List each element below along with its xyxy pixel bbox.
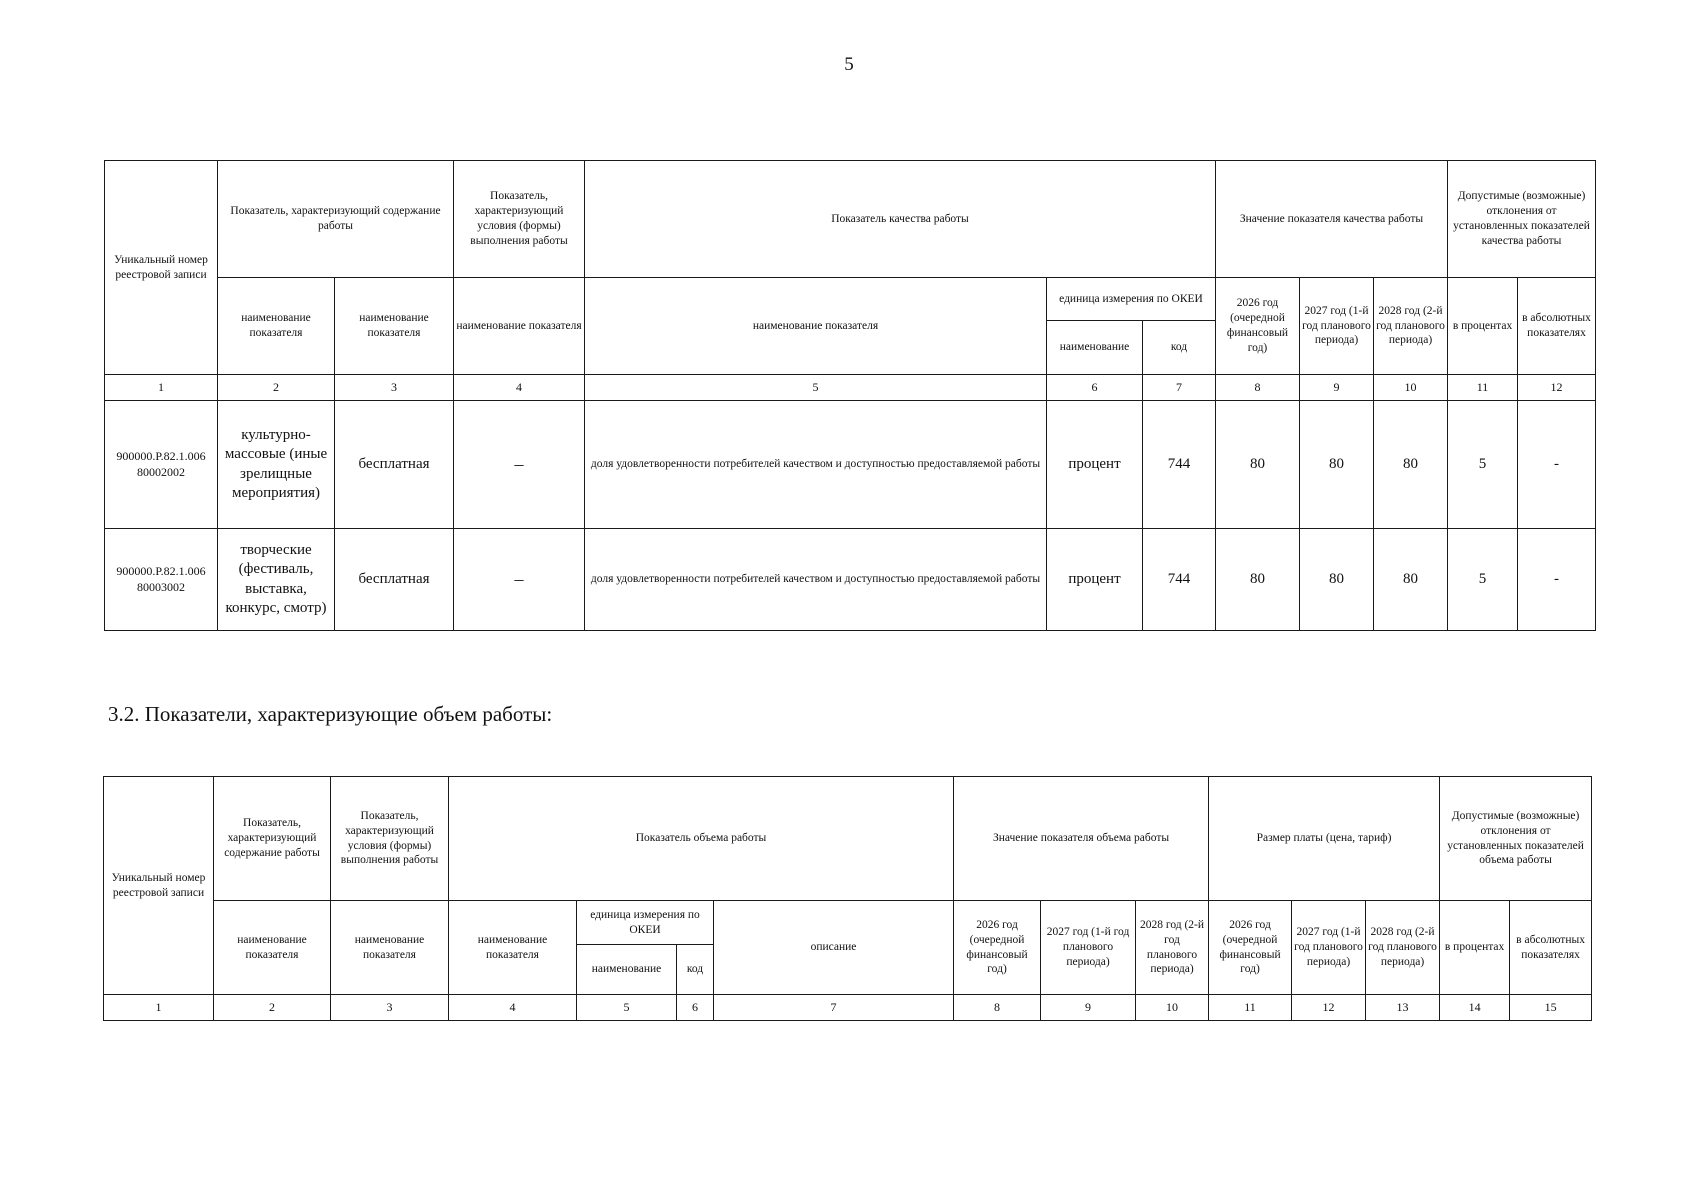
column-number: 4 — [449, 995, 577, 1021]
quality-value-header: Значение показателя качества работы — [1216, 161, 1448, 278]
table-row — [105, 529, 1596, 631]
unit-cell: процент — [1047, 529, 1143, 631]
percent-cell: 5 — [1448, 529, 1518, 631]
content-indicator-name-2: наименование показателя — [335, 278, 454, 375]
column-number: 3 — [335, 375, 454, 401]
code-cell: 744 — [1143, 401, 1216, 529]
content-cell: культурно-массовые (иные зрелищные мероприятия) — [218, 401, 335, 529]
column-number: 15 — [1510, 995, 1592, 1021]
content-indicator-header: Показатель, характеризующий содержание работы — [218, 161, 454, 278]
unit-cell: процент — [1047, 401, 1143, 529]
volume-indicator-name: наименование показателя — [449, 901, 577, 995]
column-number: 5 — [585, 375, 1047, 401]
condition-indicator-header: Показатель, характеризующий условия (формы) выполнения работы — [331, 777, 449, 901]
unit-name-header: наименование — [577, 945, 677, 995]
unit-code-header: код — [1143, 321, 1216, 375]
in-absolute-header: в абсолютных показателях — [1518, 278, 1596, 375]
column-number: 9 — [1041, 995, 1136, 1021]
registry-number-cell: 900000.Р.82.1.006 80003002 — [105, 529, 218, 631]
quality-indicators-table — [104, 160, 1596, 631]
column-number: 2 — [218, 375, 335, 401]
value-2027-cell: 80 — [1300, 401, 1374, 529]
value-2028-cell: 80 — [1374, 529, 1448, 631]
column-number: 4 — [454, 375, 585, 401]
column-number: 6 — [1047, 375, 1143, 401]
value-2027-header: 2027 год (1-й год планового периода) — [1041, 901, 1136, 995]
year-2027-header: 2027 год (1-й год планового периода) — [1300, 278, 1374, 375]
volume-indicators-table — [103, 776, 1592, 1021]
column-number: 12 — [1292, 995, 1366, 1021]
okei-unit-header: единица измерения по ОКЕИ — [577, 901, 714, 945]
volume-value-header: Значение показателя объема работы — [954, 777, 1209, 901]
condition-indicator-header: Показатель, характеризующий условия (формы) выполнения работы — [454, 161, 585, 278]
column-number: 11 — [1448, 375, 1518, 401]
column-number: 10 — [1136, 995, 1209, 1021]
registry-number-header: Уникальный номер реестровой записи — [105, 161, 218, 375]
quality-indicator-name: наименование показателя — [585, 278, 1047, 375]
column-number: 7 — [714, 995, 954, 1021]
description-header: описание — [714, 901, 954, 995]
content-indicator-header: Показатель, характеризующий содержание работы — [214, 777, 331, 901]
column-number: 12 — [1518, 375, 1596, 401]
okei-unit-header: единица измерения по ОКЕИ — [1047, 278, 1216, 321]
payment-2026-header: 2026 год (очередной финансовый год) — [1209, 901, 1292, 995]
volume-indicator-header: Показатель объема работы — [449, 777, 954, 901]
column-number: 7 — [1143, 375, 1216, 401]
year-2028-header: 2028 год (2-й год планового периода) — [1374, 278, 1448, 375]
page-number: 5 — [844, 54, 854, 75]
value-2027-cell: 80 — [1300, 529, 1374, 631]
column-number: 10 — [1374, 375, 1448, 401]
absolute-cell: - — [1518, 401, 1596, 529]
absolute-cell: - — [1518, 529, 1596, 631]
payment-cell: бесплатная — [335, 529, 454, 631]
value-2026-cell: 80 — [1216, 401, 1300, 529]
payment-size-header: Размер платы (цена, тариф) — [1209, 777, 1440, 901]
unit-name-header: наименование — [1047, 321, 1143, 375]
in-percent-header: в процентах — [1448, 278, 1518, 375]
column-number: 13 — [1366, 995, 1440, 1021]
payment-2028-header: 2028 год (2-й год планового периода) — [1366, 901, 1440, 995]
payment-2027-header: 2027 год (1-й год планового периода) — [1292, 901, 1366, 995]
year-2026-header: 2026 год (очередной финансовый год) — [1216, 278, 1300, 375]
in-absolute-header: в абсолютных показателях — [1510, 901, 1592, 995]
column-number: 8 — [954, 995, 1041, 1021]
condition-indicator-name: наименование показателя — [331, 901, 449, 995]
column-number: 1 — [105, 375, 218, 401]
value-2028-header: 2028 год (2-й год планового периода) — [1136, 901, 1209, 995]
indicator-cell: доля удовлетворенности потребителей качеством и доступностью предоставляемой работы — [585, 401, 1047, 529]
condition-indicator-name: наименование показателя — [454, 278, 585, 375]
column-number: 6 — [677, 995, 714, 1021]
section-heading: 3.2. Показатели, характеризующие объем работы: — [108, 702, 553, 726]
value-2026-cell: 80 — [1216, 529, 1300, 631]
in-percent-header: в процентах — [1440, 901, 1510, 995]
condition-cell: – — [454, 529, 585, 631]
allowed-deviation-header: Допустимые (возможные) отклонения от установленных показателей объема работы — [1440, 777, 1592, 901]
registry-number-cell: 900000.Р.82.1.006 80002002 — [105, 401, 218, 529]
column-number: 1 — [104, 995, 214, 1021]
column-number: 2 — [214, 995, 331, 1021]
unit-code-header: код — [677, 945, 714, 995]
payment-cell: бесплатная — [335, 401, 454, 529]
content-indicator-name: наименование показателя — [214, 901, 331, 995]
registry-number-header: Уникальный номер реестровой записи — [104, 777, 214, 995]
content-indicator-name-1: наименование показателя — [218, 278, 335, 375]
column-number: 9 — [1300, 375, 1374, 401]
column-number: 11 — [1209, 995, 1292, 1021]
percent-cell: 5 — [1448, 401, 1518, 529]
condition-cell: – — [454, 401, 585, 529]
column-number: 14 — [1440, 995, 1510, 1021]
allowed-deviation-header: Допустимые (возможные) отклонения от установленных показателей качества работы — [1448, 161, 1596, 278]
table-row — [105, 401, 1596, 529]
quality-indicator-header: Показатель качества работы — [585, 161, 1216, 278]
column-number: 3 — [331, 995, 449, 1021]
column-number: 8 — [1216, 375, 1300, 401]
value-2026-header: 2026 год (очередной финансовый год) — [954, 901, 1041, 995]
content-cell: творческие (фестиваль, выставка, конкурс, смотр) — [218, 529, 335, 631]
indicator-cell: доля удовлетворенности потребителей качеством и доступностью предоставляемой работы — [585, 529, 1047, 631]
value-2028-cell: 80 — [1374, 401, 1448, 529]
code-cell: 744 — [1143, 529, 1216, 631]
column-number: 5 — [577, 995, 677, 1021]
